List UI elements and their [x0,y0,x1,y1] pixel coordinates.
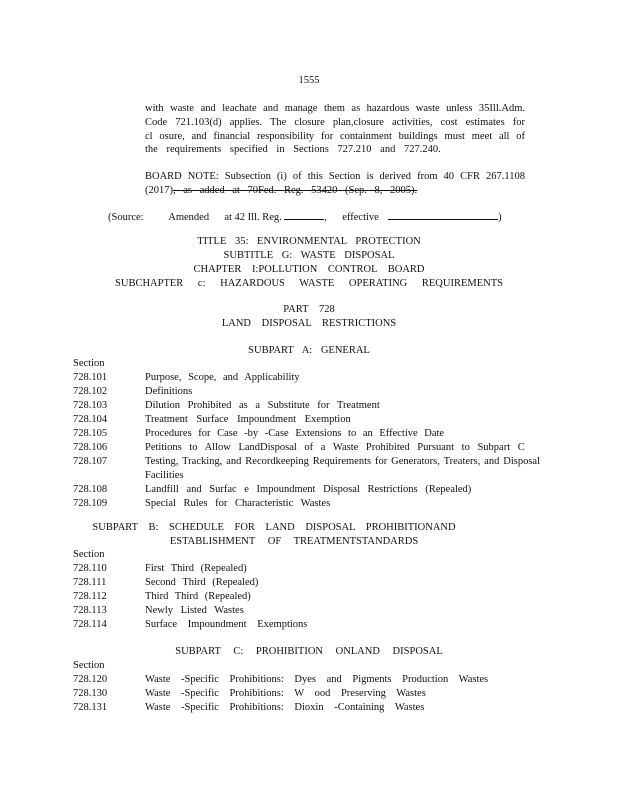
section-title: Procedures for Case -by -Case Extensions to an Effective Date [145,428,445,439]
section-number: 728.104 [73,414,108,425]
list-item [73,497,543,511]
board-note [145,170,525,198]
section-title: Definitions [145,386,193,397]
section-title: First Third (Repealed) [145,563,247,574]
section-title: Third Third (Repealed) [145,591,251,602]
section-number: 728.102 [73,386,108,397]
section-title: Special Rules for Characteristic Wastes [145,498,331,509]
list-item [73,483,543,497]
section-number: 728.108 [73,484,108,495]
source-comma: , [324,212,328,223]
section-title: Testing, Tracking, and Recordkeeping Requirements for Generators, Treaters, and Disposal Facilities [145,456,540,481]
part-heading: PART 728 [283,304,335,315]
list-item [73,673,543,687]
section-label: Section [73,660,105,671]
section-title: Waste -Specific Prohibitions: Dyes and Pigments Production Wastes [145,674,489,685]
section-title: Waste -Specific Prohibitions: W ood Preserving Wastes [145,688,426,699]
page-number: 1555 [298,75,320,86]
subpart-b-title-line-1: SUBPART B: SCHEDULE FOR LAND DISPOSAL PROHIBITIONAND [92,522,456,533]
register-number-blank [284,209,324,220]
list-item [73,618,543,632]
effective-date-blank [388,209,498,220]
source-effective: effective [342,212,379,223]
list-item [73,413,543,427]
intro-line: cl osure, and financial responsibility for containment buildings must meet all of [145,130,525,142]
part-title: LAND DISPOSAL RESTRICTIONS [221,318,397,329]
section-number: 728.103 [73,400,108,411]
section-number: 728.107 [73,456,108,467]
section-number: 728.131 [73,702,108,713]
list-item [73,399,543,413]
subpart-b-section-list [73,562,543,632]
list-item [73,576,543,590]
list-item [73,427,543,441]
list-item [73,441,543,455]
section-number: 728.120 [73,674,108,685]
section-number: 728.101 [73,372,108,383]
section-label: Section [73,549,105,560]
section-number: 728.114 [73,619,107,630]
source-close: ) [498,212,502,223]
source-amended: Amended [168,212,210,223]
title-heading: TITLE 35: ENVIRONMENTAL PROTECTION [197,236,421,247]
section-number: 728.109 [73,498,108,509]
board-note-struck-text: , as added at 70Fed. Reg. 53420 (Sep. 8, 2005). [173,184,418,196]
intro-line: with waste and leachate and manage them as hazardous waste unless 35Ill.Adm. [145,103,525,114]
subpart-b-title-line-2: ESTABLISHMENT OF TREATMENTSTANDARDS [169,536,419,547]
section-title: Landfill and Surfac e Impoundment Disposal Restrictions (Repealed) [145,484,472,495]
list-item [73,385,543,399]
section-title: Waste -Specific Prohibitions: Dioxin -Containing Wastes [145,702,425,713]
section-number: 728.111 [73,577,107,588]
intro-line: Code 721.103(d) applies. The closure plan,closure activities, cost estimates for [145,116,525,128]
source-prefix: (Source: [108,212,144,223]
list-item [73,455,543,483]
section-label: Section [73,358,105,369]
subpart-a-section-list [73,371,543,511]
list-item [73,590,543,604]
subtitle-heading: SUBTITLE G: WASTE DISPOSAL [223,250,395,261]
intro-paragraph [145,102,525,157]
section-number: 728.130 [73,688,108,699]
list-item [73,604,543,618]
section-title: Purpose, Scope, and Applicability [145,372,300,383]
chapter-heading: CHAPTER I:POLLUTION CONTROL BOARD [193,264,425,275]
subpart-c-title: SUBPART C: PROHIBITION ONLAND DISPOSAL [175,646,443,657]
section-number: 728.106 [73,442,108,453]
list-item [73,562,543,576]
board-note-line-2 [145,184,525,198]
section-number: 728.113 [73,605,107,616]
section-title: Surface Impoundment Exemptions [145,619,308,630]
section-title: Petitions to Allow LandDisposal of a Waste Prohibited Pursuant to Subpart C [145,442,525,453]
source-reg: at 42 Ill. Reg. [224,212,282,223]
intro-line: the requirements specified in Sections 727.210 and 727.240. [145,144,441,156]
source-line [108,209,502,224]
subchapter-heading: SUBCHAPTER c: HAZARDOUS WASTE OPERATING REQUIREMENTS [115,278,503,289]
section-number: 728.112 [73,591,107,602]
subpart-c-section-list [73,673,543,715]
section-title: Dilution Prohibited as a Substitute for Treatment [145,400,380,411]
section-number: 728.110 [73,563,107,574]
list-item [73,701,543,715]
board-note-line: BOARD NOTE: Subsection (i) of this Section is derived from 40 CFR 267.1108 [145,171,525,182]
list-item [73,371,543,385]
list-item [73,687,543,701]
subpart-a-title: SUBPART A: GENERAL [248,345,370,356]
section-title: Treatment Surface Impoundment Exemption [145,414,351,425]
section-title: Second Third (Repealed) [145,577,259,588]
board-note-year: (2017) [145,184,173,196]
section-number: 728.105 [73,428,108,439]
section-title: Newly Listed Wastes [145,605,244,616]
